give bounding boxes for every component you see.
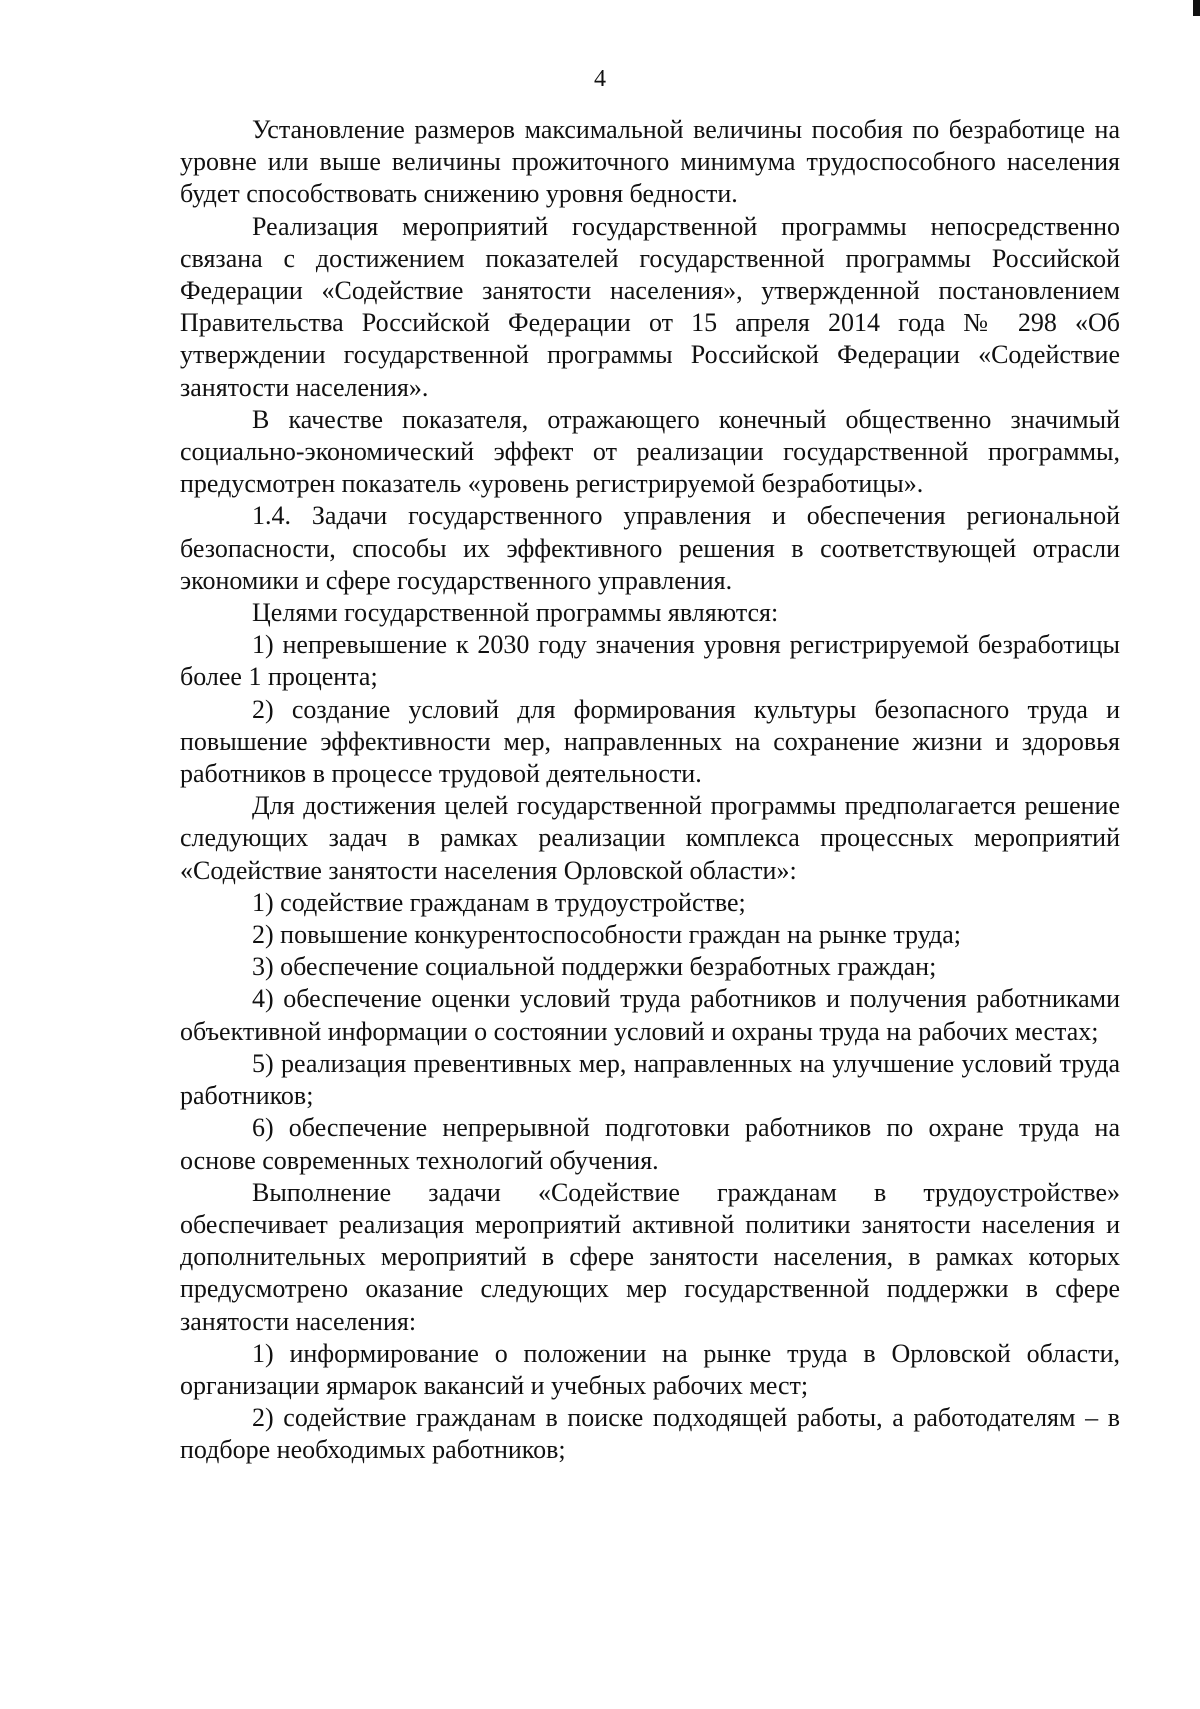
support-measure-item: 2) содействие гражданам в поиске подходящей работы, а работодателям – в подборе необходимых работников; bbox=[180, 1403, 1120, 1465]
document-body bbox=[180, 114, 1120, 1467]
task-list-item: 1) содействие гражданам в трудоустройстве; bbox=[252, 887, 746, 917]
task-list-item: 3) обеспечение социальной поддержки безработных граждан; bbox=[252, 952, 937, 982]
paragraph: Целями государственной программы являются: bbox=[252, 598, 779, 628]
task-list-item: 4) обеспечение оценки условий труда работников и получения работниками объективной информации о состоянии условий и охраны труда на рабочих местах; bbox=[180, 984, 1120, 1046]
paragraph: Для достижения целей государственной программы предполагается решение следующих задач в рамках реализации комплекса процессных мероприятий «Содействие занятости населения Орловской области»: bbox=[180, 791, 1120, 885]
page-number: 4 bbox=[594, 66, 606, 92]
paragraph: Выполнение задачи «Содействие гражданам в трудоустройстве» обеспечивает реализация мероприятий активной политики занятости населения и дополнительных мероприятий в сфере занятости населения, в рамках которых предусмотрено оказание следующих мер государственной поддержки в сфере занятости населения: bbox=[180, 1177, 1120, 1336]
task-list-item: 2) повышение конкурентоспособности граждан на рынке труда; bbox=[252, 920, 962, 950]
goal-list-item: 1) непревышение к 2030 году значения уровня регистрируемой безработицы более 1 процента; bbox=[180, 630, 1120, 692]
support-measure-item: 1) информирование о положении на рынке труда в Орловской области, организации ярмарок вакансий и учебных рабочих мест; bbox=[180, 1338, 1120, 1400]
task-list-item: 6) обеспечение непрерывной подготовки работников по охране труда на основе современных технологий обучения. bbox=[180, 1113, 1120, 1175]
section-heading-paragraph: 1.4. Задачи государственного управления и обеспечения региональной безопасности, способы их эффективного решения в соответствующей отрасли экономики и сфере государственного управления. bbox=[180, 501, 1120, 595]
paragraph: Реализация мероприятий государственной программы непосредственно связана с достижением показателей государственной программы Российской Федерации «Содействие занятости населения», утвержденной постановлением Правительства Российской Федерации от 15 апреля 2014 года № 298 «Об утверждении государственной программы Российской Федерации «Содействие занятости населения». bbox=[180, 211, 1120, 402]
goal-list-item: 2) создание условий для формирования культуры безопасного труда и повышение эффективности мер, направленных на сохранение жизни и здоровья работников в процессе трудовой деятельности. bbox=[180, 694, 1120, 789]
paragraph: В качестве показателя, отражающего конечный общественно значимый социально-экономический эффект от реализации государственной программы, предусмотрен показатель «уровень регистрируемой безработицы». bbox=[180, 404, 1120, 499]
task-list-item: 5) реализация превентивных мер, направленных на улучшение условий труда работников; bbox=[180, 1048, 1120, 1111]
paragraph: Установление размеров максимальной величины пособия по безработице на уровне или выше величины прожиточного минимума трудоспособного населения будет способствовать снижению уровня бедности. bbox=[180, 115, 1120, 209]
scan-edge-mark bbox=[1193, 0, 1200, 16]
